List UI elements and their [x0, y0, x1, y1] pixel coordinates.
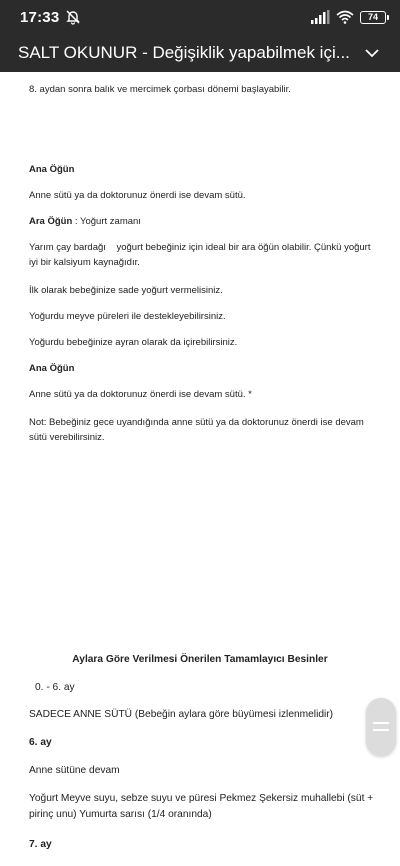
month-label: 0. - 6. ay: [35, 682, 75, 693]
bell-off-icon: [65, 9, 81, 25]
ara-ogun-paragraph: [29, 214, 374, 229]
heading-ana-ogun: Ana Öğün: [29, 363, 75, 374]
paragraph: Yoğurdu meyve püreleri ile destekleyebilirsiniz.: [29, 311, 226, 322]
battery-icon: 74: [360, 11, 386, 24]
month-heading: 6. ay: [29, 737, 52, 748]
paragraph: Anne sütüne devam: [29, 765, 120, 776]
ara-ogun-label: Ara Öğün: [29, 216, 73, 227]
paragraph: İlk olarak bebeğinize sade yoğurt vermelisiniz.: [29, 285, 223, 296]
paragraph: Yoğurt Meyve suyu, sebze suyu ve püresi Pekmez Şekersiz muhallebi (süt + pirinç unu) Yumurta sarısı (1/4 oranında): [29, 793, 374, 820]
note-paragraph: Not: Bebeğiniz gece uyandığında anne sütü ya da doktorunuz önerdi ise devam sütü verebilirsiniz.: [29, 417, 364, 443]
paragraph: SADECE ANNE SÜTÜ (Bebeğin aylara göre büyümesi izlenmelidir): [29, 709, 334, 720]
month-heading: 7. ay: [29, 839, 52, 850]
paragraph: Yoğurdu bebeğinize ayran olarak da içirebilirsiniz.: [29, 337, 238, 348]
app-bar: [0, 34, 400, 72]
heading-ana-ogun: Ana Öğün: [29, 164, 75, 175]
document-content[interactable]: [0, 72, 400, 866]
scroll-handle[interactable]: [366, 698, 396, 756]
paragraph: Yarım çay bardağı yoğurt bebeğiniz için ideal bir ara öğün olabilir. Çünkü yoğurt iyi bir kalsiyum kaynağıdır.: [29, 242, 374, 268]
paragraph: 8. aydan sonra balık ve mercimek çorbası dönemi başlayabilir.: [29, 84, 291, 95]
status-icons: [310, 10, 386, 24]
paragraph: Anne sütü ya da doktorunuz önerdi ise devam sütü. *: [29, 389, 252, 400]
chevron-down-icon[interactable]: [362, 43, 382, 63]
grip-lines-icon: [371, 720, 391, 734]
status-time: 17:33: [20, 8, 60, 26]
status-bar: [0, 0, 400, 34]
ara-ogun-text: : Yoğurt zamanı: [72, 216, 141, 227]
wifi-icon: [336, 10, 354, 24]
paragraph: Anne sütü ya da doktorunuz önerdi ise devam sütü.: [29, 190, 246, 201]
section-title: Aylara Göre Verilmesi Önerilen Tamamlayıcı Besinler: [72, 654, 328, 665]
document-title: SALT OKUNUR - Değişiklik yapabilmek içi...: [18, 43, 350, 62]
signal-icon: [310, 10, 330, 24]
